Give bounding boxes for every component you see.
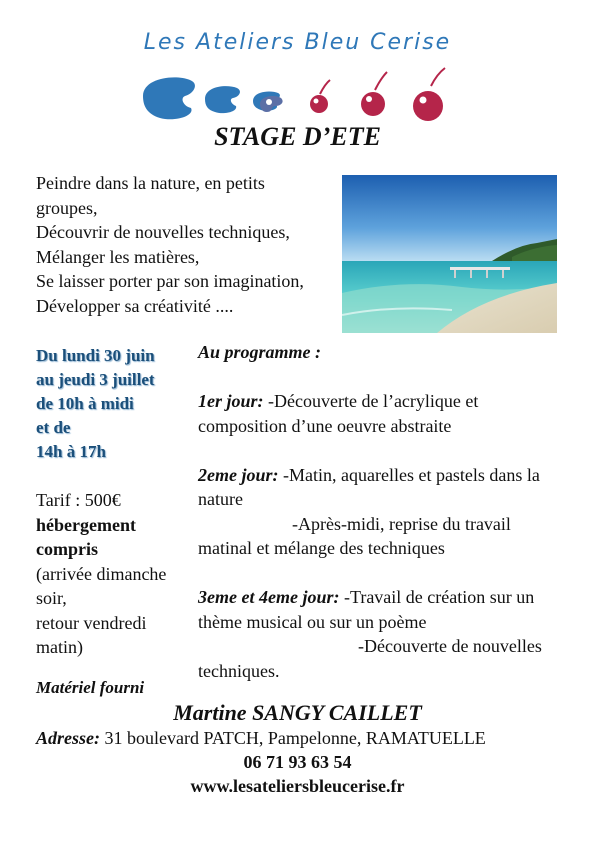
beach-photo — [342, 175, 557, 333]
intro-line: Mélanger les matières, — [36, 246, 200, 267]
contact-website: www.lesateliersbleucerise.fr — [190, 776, 405, 796]
day2-afternoon: -Après-midi, reprise du travail — [292, 513, 511, 534]
palette-cherry-logo — [135, 66, 455, 126]
day1-label: 1er jour: — [198, 391, 264, 411]
tarif-price: Tarif : 500€ — [36, 490, 121, 510]
tarif-block — [36, 488, 196, 660]
address-label: Adresse: — [36, 728, 100, 748]
intro-line: Peindre dans la nature, en petits — [36, 173, 265, 193]
dates-line: 14h à 17h — [36, 442, 106, 461]
day3-text: -Travail de création sur un thème musical ou sur un poème — [198, 587, 535, 632]
dates-line: au jeudi 3 juillet — [36, 370, 155, 389]
intro-line: Se laisser porter par son imagination, — [36, 271, 304, 291]
programme-heading: Au programme : — [198, 342, 322, 362]
intro-line: Découvrir de nouvelles techniques, — [36, 222, 290, 242]
day3-label: 3eme et 4eme jour: — [198, 587, 340, 607]
cherry-large — [413, 91, 443, 121]
intro-text — [36, 171, 336, 318]
tarif-detail: matin) — [36, 637, 83, 657]
page-title: STAGE D’ETE — [214, 122, 381, 151]
address-value: 31 boulevard PATCH, Pampelonne, RAMATUELLE — [100, 728, 486, 748]
dates-line: et de — [36, 418, 71, 437]
tarif-detail: (arrivée dimanche — [36, 563, 167, 584]
day2-text: -Matin, aquarelles et pastels dans la nature — [198, 464, 540, 509]
day3-discovery: -Découverte de nouvelles — [358, 636, 542, 656]
materiel-fourni: Matériel fourni — [36, 678, 145, 697]
dates-block — [36, 344, 206, 464]
palette-large — [143, 77, 195, 119]
contact-name: Martine SANGY CAILLET — [173, 700, 422, 725]
programme-day1 — [198, 389, 568, 438]
tarif-hebergement: hébergement compris — [36, 514, 136, 559]
intro-line: Développer sa créativité .... — [36, 295, 234, 316]
programme-day2 — [198, 463, 568, 561]
dates-line: Du lundi 30 juin — [36, 346, 155, 365]
programme-block — [198, 340, 568, 683]
cherry-medium — [361, 92, 385, 116]
cherry-small — [310, 95, 328, 113]
day2-label: 2eme jour: — [198, 464, 279, 485]
intro-line: groupes, — [36, 197, 98, 218]
day2-afternoon-cont: matinal et mélange des techniques — [198, 538, 445, 558]
tarif-detail: soir, — [36, 588, 67, 608]
day3-discovery-cont: techniques. — [198, 660, 280, 681]
contact-address — [36, 728, 486, 749]
brand-name: Les Ateliers Bleu Cerise — [143, 30, 452, 55]
programme-day3 — [198, 585, 568, 683]
tarif-detail: retour vendredi — [36, 612, 147, 633]
contact-phone: 06 71 93 63 54 — [243, 752, 352, 772]
dates-line: de 10h à midi — [36, 394, 134, 413]
palette-medium — [205, 86, 240, 113]
day1-text: -Découverte de l’acrylique et composition d’une oeuvre abstraite — [198, 391, 479, 436]
